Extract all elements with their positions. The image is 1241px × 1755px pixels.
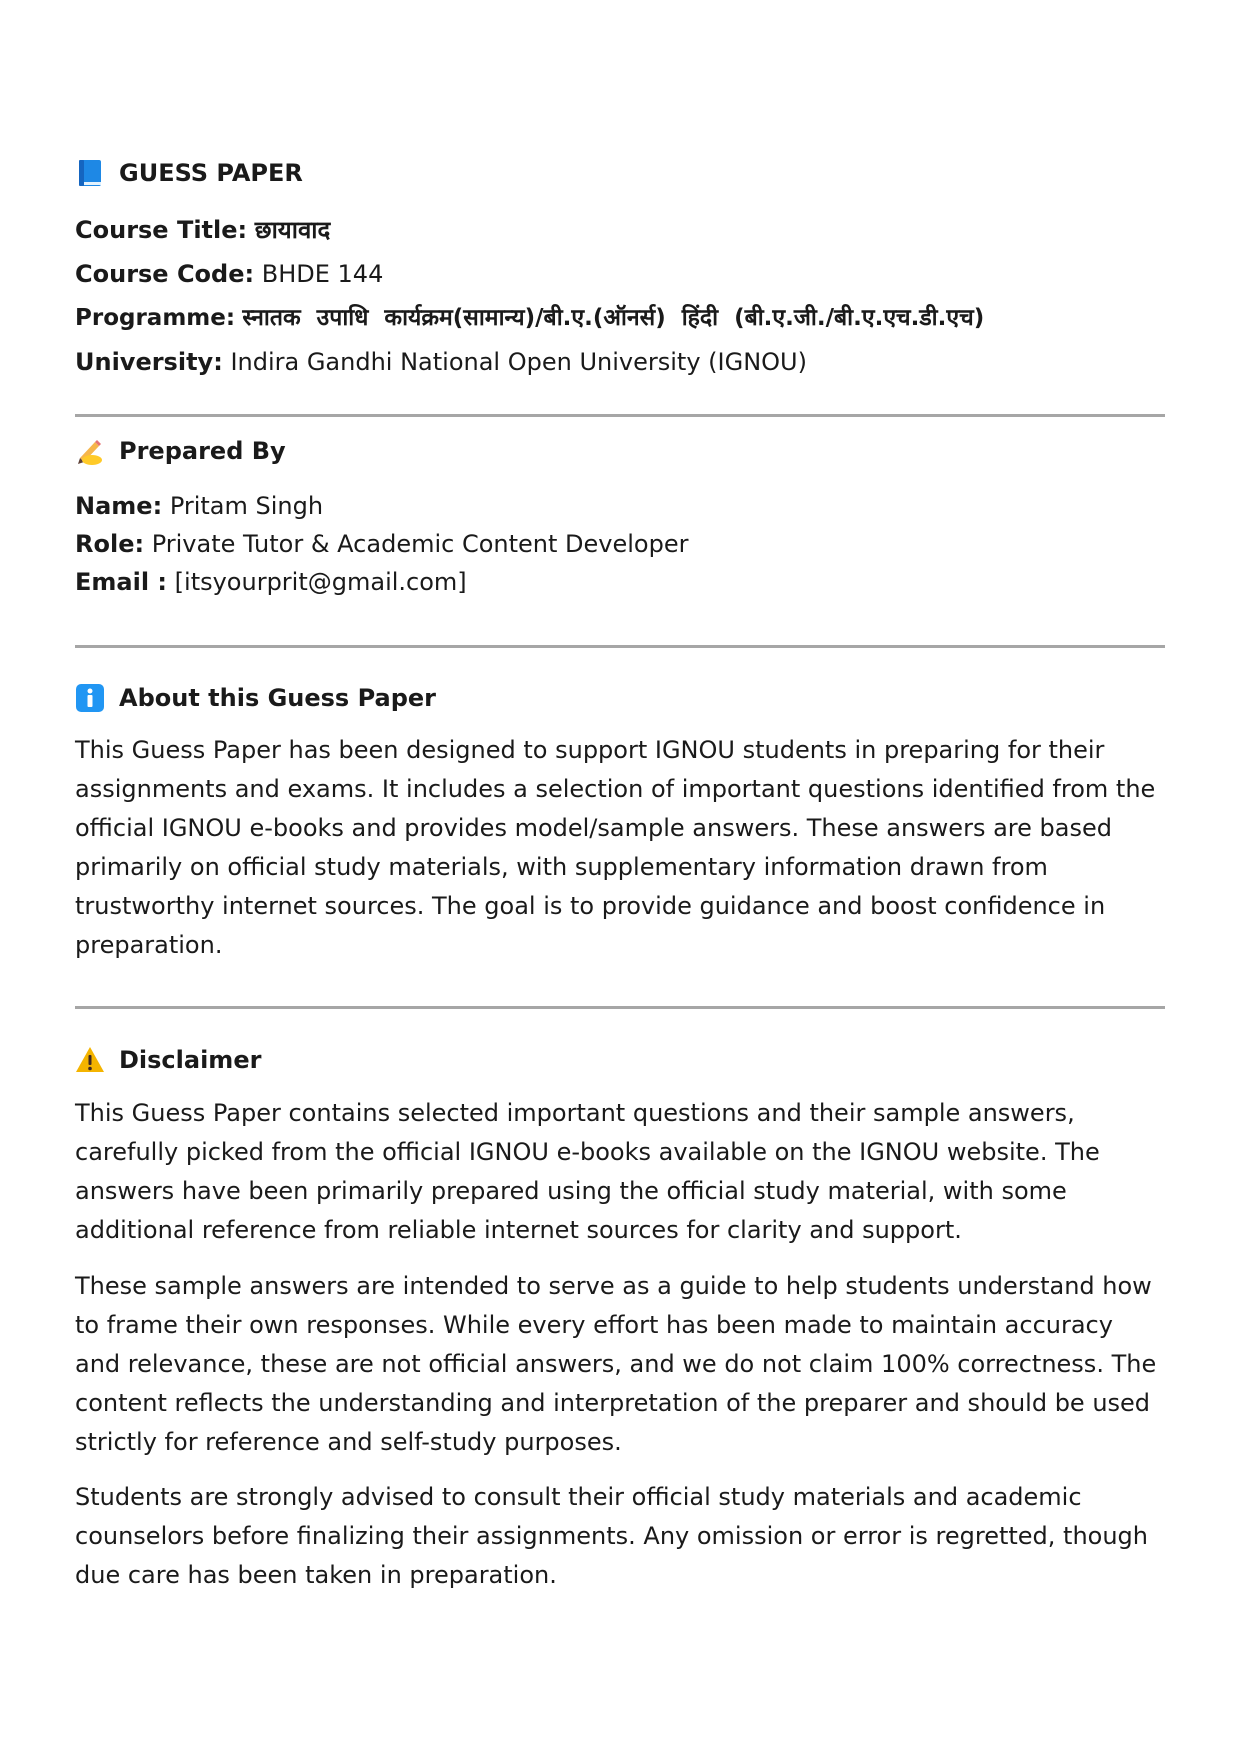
course-title-line <box>75 214 330 246</box>
email-label: Email : <box>75 568 168 596</box>
university-label: University: <box>75 348 223 376</box>
university-line <box>75 346 807 378</box>
course-title-label: Course Title: <box>75 216 248 244</box>
guess-paper-title: GUESS PAPER <box>119 159 303 187</box>
disclaimer-paragraph-2: These sample answers are intended to serve as a guide to help students understand how to frame their own responses. While every effort has been made to maintain accuracy and relevance, these are not official answers, and we do not claim 100% correctness. The content reflects the understanding and interpretation of the preparer and should be used strictly for reference and self-study purposes. <box>75 1272 1157 1456</box>
book-icon <box>75 158 105 188</box>
name-line <box>75 490 323 522</box>
university-value: Indira Gandhi National Open University (IGNOU) <box>230 348 807 376</box>
disclaimer-title: Disclaimer <box>119 1046 262 1074</box>
programme-label: Programme: <box>75 305 236 331</box>
disclaimer-paragraph-1: This Guess Paper contains selected important questions and their sample answers, carefully picked from the official IGNOU e-books available on the IGNOU website. The answers have been primarily prepared using the official study material, with some additional reference from reliable internet sources for clarity and support. <box>75 1099 1100 1244</box>
course-code-label: Course Code: <box>75 260 255 288</box>
programme-line <box>75 302 984 334</box>
info-icon <box>75 683 105 713</box>
name-value: Pritam Singh <box>169 492 324 520</box>
course-code-line <box>75 258 383 290</box>
email-value[interactable]: [itsyourprit@gmail.com] <box>174 568 467 596</box>
role-line <box>75 528 688 560</box>
disclaimer-heading <box>75 1044 261 1076</box>
writing-hand-icon <box>75 436 105 466</box>
course-title-value: छायावाद <box>254 216 331 244</box>
name-label: Name: <box>75 492 163 520</box>
course-code-value: BHDE 144 <box>261 260 384 288</box>
role-label: Role: <box>75 530 145 558</box>
about-paragraph: This Guess Paper has been designed to support IGNOU students in preparing for their assignments and exams. It includes a selection of important questions identified from the official IGNOU e-books and provides model/sample answers. These answers are based primarily on official study materials, with supplementary information drawn from trustworthy internet sources. The goal is to provide guidance and boost confidence in preparation. <box>75 736 1156 959</box>
programme-value: स्नातक उपाधि कार्यक्रम(सामान्य)/बी.ए.(ऑनर्स) हिंदी (बी.ए.जी./बी.ए.एच.डी.एच) <box>242 305 985 331</box>
section-divider <box>75 645 1165 648</box>
warning-icon <box>75 1045 105 1075</box>
role-value: Private Tutor & Academic Content Developer <box>151 530 689 558</box>
section-divider <box>75 1006 1165 1009</box>
about-heading <box>75 682 436 714</box>
email-line <box>75 566 467 598</box>
prepared-by-heading <box>75 435 286 467</box>
prepared-by-title: Prepared By <box>119 437 286 465</box>
section-divider <box>75 414 1165 417</box>
disclaimer-paragraph-3: Students are strongly advised to consult their official study materials and academic counselors before finalizing their assignments. Any omission or error is regretted, though due care has been taken in preparation. <box>75 1483 1148 1589</box>
about-title: About this Guess Paper <box>119 684 437 712</box>
guess-paper-heading <box>75 157 303 189</box>
